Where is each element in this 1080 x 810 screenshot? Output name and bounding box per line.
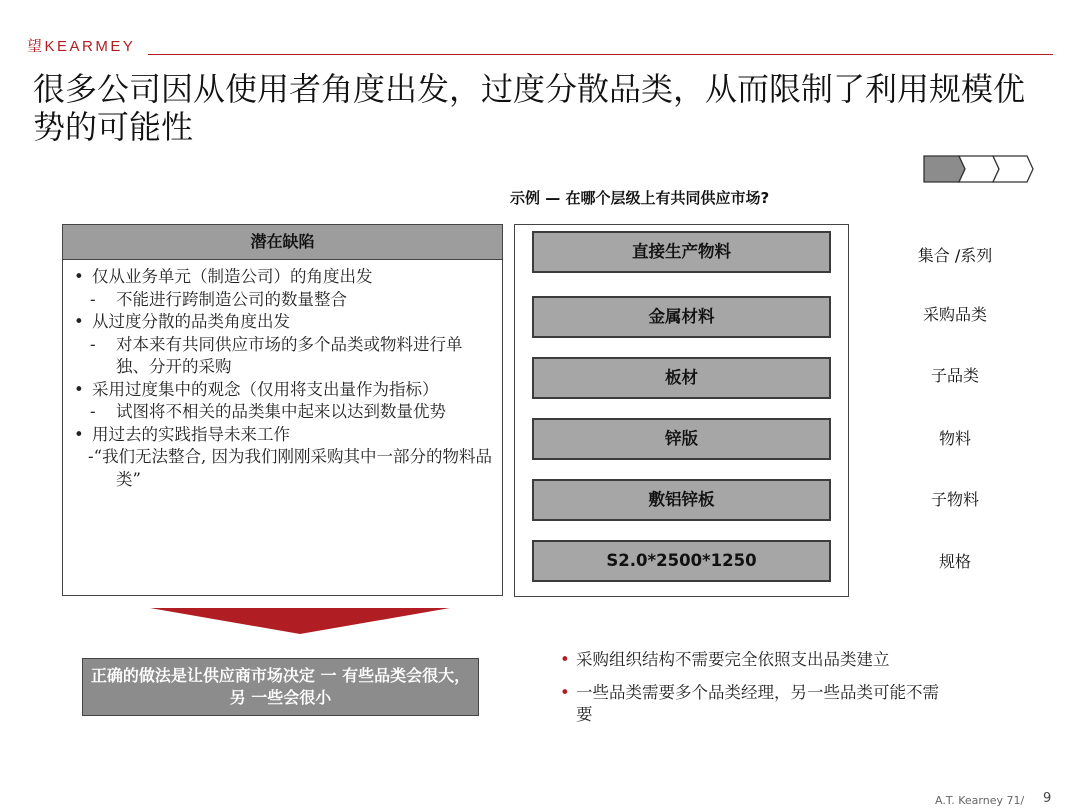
tier-label-spec: 规格 <box>938 552 971 571</box>
conclusion-box: 正确的做法是让供应商市场决定 一 有些品类会很大，另 一些会很小 <box>82 658 479 716</box>
deficiency-subitem: - 试图将不相关的品类集中起来以达到数量优势 <box>74 401 494 424</box>
deficiency-bullet: • 用过去的实践指导未来工作 <box>74 424 494 447</box>
deficiency-subitem: - 不能进行跨制造公司的数量整合 <box>74 289 494 312</box>
tier-box-metal-materials: 金属材料 <box>532 296 831 338</box>
deficiency-list <box>74 266 494 491</box>
deficiency-bullet: • 采用过度集中的观念（仅用将支出量作为指标） <box>74 379 494 402</box>
progress-chevrons <box>923 155 1037 183</box>
example-caption: 示例 — 在哪个层级上有共同供应市场? <box>510 189 770 207</box>
tier-box-direct-materials: 直接生产物料 <box>532 231 831 273</box>
note-item: • 一些品类需要多个品类经理，另一些品类可能不需要 <box>562 682 942 727</box>
deficiency-bullet: • 仅从业务单元（制造公司）的角度出发 <box>74 266 494 289</box>
progress-step-1 <box>924 156 965 182</box>
tier-box-zinc-plate: 锌版 <box>532 418 831 460</box>
tier-label-material: 物料 <box>938 429 971 448</box>
tier-label-submaterial: 子物料 <box>930 490 979 509</box>
header-divider <box>148 54 1053 55</box>
tier-box-spec: S2.0*2500*1250 <box>532 540 831 582</box>
footer-source: A.T. Kearney 71/ <box>935 794 1025 807</box>
progress-step-2 <box>959 156 999 182</box>
progress-step-3 <box>993 156 1033 182</box>
tier-box-sheet: 板材 <box>532 357 831 399</box>
deficiency-bullet: • 从过度分散的品类角度出发 <box>74 311 494 334</box>
notes-list <box>562 649 942 737</box>
slide-title: 很多公司因从使用者角度出发，过度分散品类，从而限制了利用规模优势的可能性 <box>33 70 1026 146</box>
tier-label-family: 集合 /系列 <box>917 246 993 265</box>
note-item: • 采购组织结构不需要完全依照支出品类建立 <box>562 649 942 672</box>
deficiency-quote: -“我们无法整合, 因为我们刚刚采购其中一部分的物料品类” <box>88 447 493 489</box>
tier-label-category: 采购品类 <box>922 305 987 324</box>
down-arrow-icon <box>150 608 450 634</box>
deficiency-subitem: - 对本来有共同供应市场的多个品类或物料进行单独、分开的采购 <box>74 334 494 379</box>
tier-label-subcategory: 子品类 <box>930 366 979 385</box>
tier-box-galvalume-plate: 敷铝锌板 <box>532 479 831 521</box>
page-number: 9 <box>1043 791 1052 806</box>
company-logo: 望KEARMEY <box>27 38 136 55</box>
deficiency-heading: 潜在缺陷 <box>62 224 503 260</box>
